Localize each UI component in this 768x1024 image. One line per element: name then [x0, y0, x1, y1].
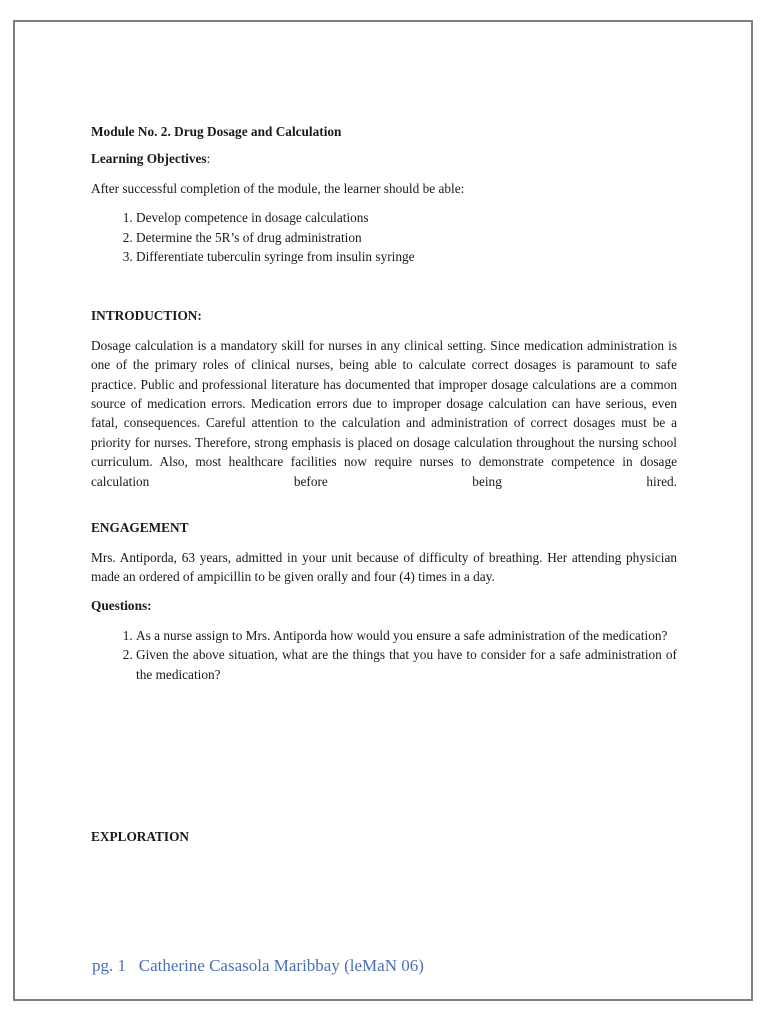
engagement-paragraph: Mrs. Antiporda, 63 years, admitted in your unit because of difficulty of breathing. Her attending physician made an ordered of ampicillin to be given orally and four (4) times in a day.: [91, 549, 677, 584]
introduction-paragraph: Dosage calculation is a mandatory skill for nurses in any clinical setting. Since medication administration is one of the primary roles of clinical nurses, being able to calculate correct dosages is paramount to safe practice. Public and professional literature has documented that improper dosage calculations are a common source of medication errors. Medication errors due to improper dosage calculation can have serious, even fatal, consequences. Careful attention to the calculation and administration of correct dosages must be a priority for nurses. Therefore, strong emphasis is placed on dosage calculation throughout the nursing school curriculum. Also, most healthcare facilities now require nurses to demonstrate competence in dosage calculation before being hired.: [91, 337, 677, 489]
engagement-heading: ENGAGEMENT: [91, 520, 189, 536]
module-title: Module No. 2. Drug Dosage and Calculation: [91, 124, 342, 139]
question-item: 2. Given the above situation, what are the things that you have to consider for a safe administration of the medication?: [136, 645, 677, 684]
page-footer: [92, 956, 424, 976]
objectives-intro: After successful completion of the module, the learner should be able:: [91, 180, 465, 196]
document-body: [91, 122, 677, 846]
objective-item: 3. Differentiate tuberculin syringe from insulin syringe: [136, 247, 677, 266]
introduction-heading: INTRODUCTION:: [91, 308, 202, 324]
footer-author: Catherine Casasola Maribbay (leMaN 06): [138, 956, 424, 975]
objective-item: 2. Determine the 5R’s of drug administration: [136, 228, 677, 247]
question-item: 1. As a nurse assign to Mrs. Antiporda how would you ensure a safe administration of the medication?: [136, 626, 677, 645]
questions-list: [91, 626, 677, 684]
learning-objectives-heading: [91, 149, 677, 168]
learning-objectives-label: Learning Objectives: [91, 151, 207, 167]
objectives-list: [91, 208, 677, 266]
learning-objectives-colon: :: [206, 151, 211, 167]
exploration-heading: EXPLORATION: [91, 828, 190, 844]
questions-heading: Questions:: [91, 598, 152, 614]
objective-item: 1. Develop competence in dosage calculations: [136, 208, 677, 227]
page-number: pg. 1: [92, 956, 126, 975]
